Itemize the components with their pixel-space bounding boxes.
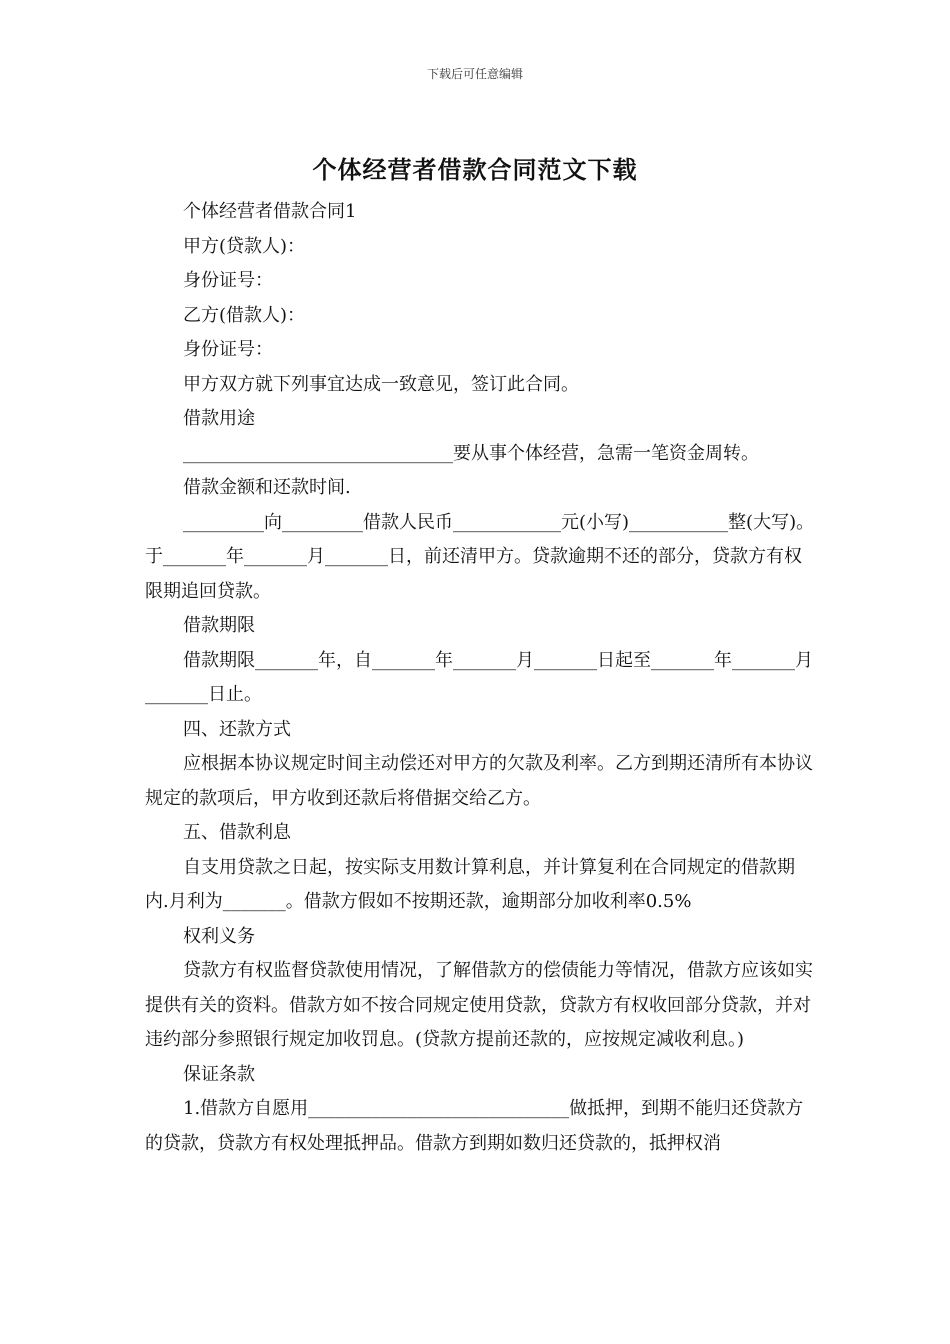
document-body <box>145 195 817 1161</box>
term-paragraph: 借款期限_______年，自_______年_______月_______日起至_______年_______月_______日止。 <box>145 649 813 705</box>
repayment-paragraph: 应根据本协议规定时间主动偿还对甲方的欠款及利率。乙方到期还清所有本协议规定的款项后，甲方收到还款后将借据交给乙方。 <box>145 753 813 809</box>
section-heading-interest: 五、借款利息 <box>183 822 291 843</box>
purpose-paragraph: ______________________________要从事个体经营，急需一笔资金周转。 <box>183 442 759 464</box>
contract-heading: 个体经营者借款合同1 <box>183 201 357 222</box>
section-heading-term: 借款期限 <box>183 615 255 636</box>
amount-paragraph: _________向_________借款人民币____________元(小写)___________整(大写)。于_______年_______月_______日，前还清甲方。贷款逾期不还的部分，贷款方有权限期追回贷款。 <box>145 511 815 602</box>
party-b-line: 乙方(借款人)： <box>183 304 306 326</box>
section-heading-purpose: 借款用途 <box>183 408 255 429</box>
section-heading-guarantee: 保证条款 <box>183 1063 255 1085</box>
page-header-note: 下载后可任意编辑 <box>426 67 523 81</box>
agreement-intro: 甲方双方就下列事宜达成一致意见，签订此合同。 <box>183 373 579 395</box>
section-heading-repayment: 四、还款方式 <box>183 718 291 740</box>
rights-paragraph: 贷款方有权监督贷款使用情况，了解借款方的偿债能力等情况，借款方应该如实提供有关的资料。借款方如不按合同规定使用贷款，贷款方有权收回部分贷款，并对违约部分参照银行规定加收罚息。(贷款方提前还款的，应按规定减收利息。) <box>145 960 813 1050</box>
document-title: 个体经营者借款合同范文下载 <box>312 155 638 184</box>
party-a-id-line: 身份证号： <box>183 270 273 291</box>
guarantee-paragraph: 1.借款方自愿用_____________________________做抵押，到期不能归还贷款方的贷款，贷款方有权处理抵押品。借款方到期如数归还贷款的，抵押权消 <box>145 1098 804 1154</box>
party-a-line: 甲方(贷款人)： <box>183 235 306 257</box>
section-heading-rights: 权利义务 <box>183 925 255 947</box>
section-heading-amount: 借款金额和还款时间. <box>183 477 351 498</box>
interest-paragraph: 自支用贷款之日起，按实际支用数计算利息，并计算复利在合同规定的借款期内.月利为_______。借款方假如不按期还款，逾期部分加收利率0.5% <box>145 856 795 912</box>
party-b-id-line: 身份证号： <box>183 339 273 360</box>
